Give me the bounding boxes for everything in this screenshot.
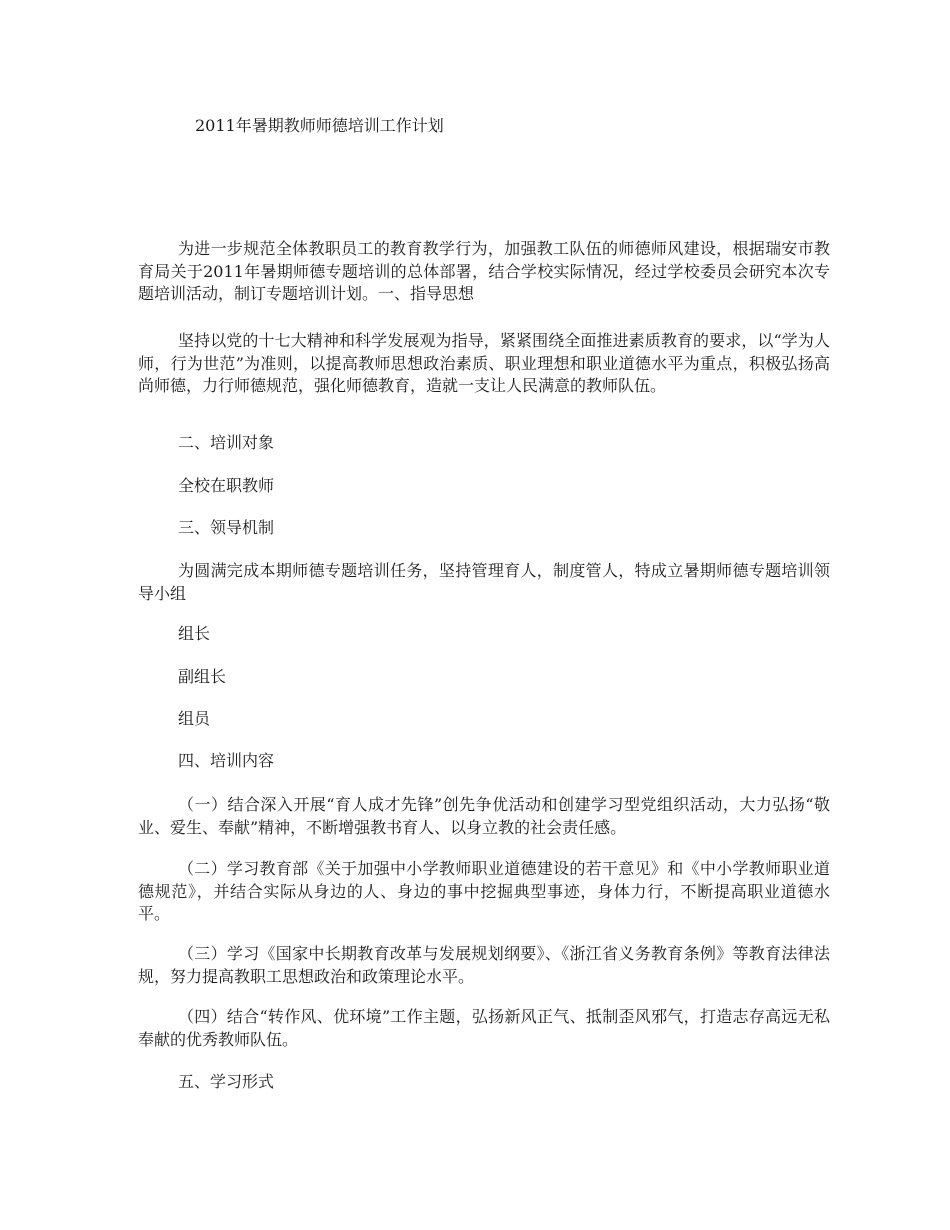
content-item-2: （二）学习教育部《关于加强中小学教师职业道德建设的若干意见》和《中小学教师职业道德规范》，并结合实际从身边的人、身边的事中挖掘典型事迹，身体力行，不断提高职业道德水平。	[138, 859, 830, 923]
leader-label: 组长	[178, 624, 211, 643]
member-label: 组员	[178, 709, 211, 728]
section-heading-training-content: 四、培训内容	[178, 751, 275, 770]
section-heading-training-targets: 二、培训对象	[178, 433, 275, 452]
training-targets-text: 全校在职教师	[178, 476, 275, 495]
content-item-4: （四）结合“转作风、优环境”工作主题，弘扬新风正气、抵制歪风邪气，打造志存高远无私奉献的优秀教师队伍。	[138, 1007, 830, 1049]
intro-paragraph: 为进一步规范全体教职员工的教育教学行为，加强教工队伍的师德师风建设，根据瑞安市教育局关于2011年暑期师德专题培训的总体部署，结合学校实际情况，经过学校委员会研究本次专题培训活动，制订专题培训计划。一、指导思想	[138, 239, 830, 303]
document-title: 2011年暑期教师师德培训工作计划	[195, 116, 444, 135]
leadership-paragraph: 为圆满完成本期师德专题培训任务，坚持管理育人，制度管人，特成立暑期师德专题培训领导小组	[138, 561, 830, 603]
content-item-3: （三）学习《国家中长期教育改革与发展规划纲要》、《浙江省义务教育条例》等教育法律法规，努力提高教职工思想政治和政策理论水平。	[138, 944, 830, 986]
section-heading-leadership: 三、领导机制	[178, 518, 275, 537]
section-heading-study-form: 五、学习形式	[178, 1072, 275, 1091]
content-item-1: （一）结合深入开展“育人成才先锋”创先争优活动和创建学习型党组织活动，大力弘扬“敬业、爱生、奉献”精神，不断增强教书育人、以身立教的社会责任感。	[138, 795, 830, 837]
guiding-ideology-paragraph: 坚持以党的十七大精神和科学发展观为指导，紧紧围绕全面推进素质教育的要求，以“学为人师，行为世范”为准则，以提高教师思想政治素质、职业理想和职业道德水平为重点，积极弘扬高尚师德，力行师德规范，强化师德教育，造就一支让人民满意的教师队伍。	[138, 331, 830, 395]
deputy-leader-label: 副组长	[178, 667, 227, 686]
